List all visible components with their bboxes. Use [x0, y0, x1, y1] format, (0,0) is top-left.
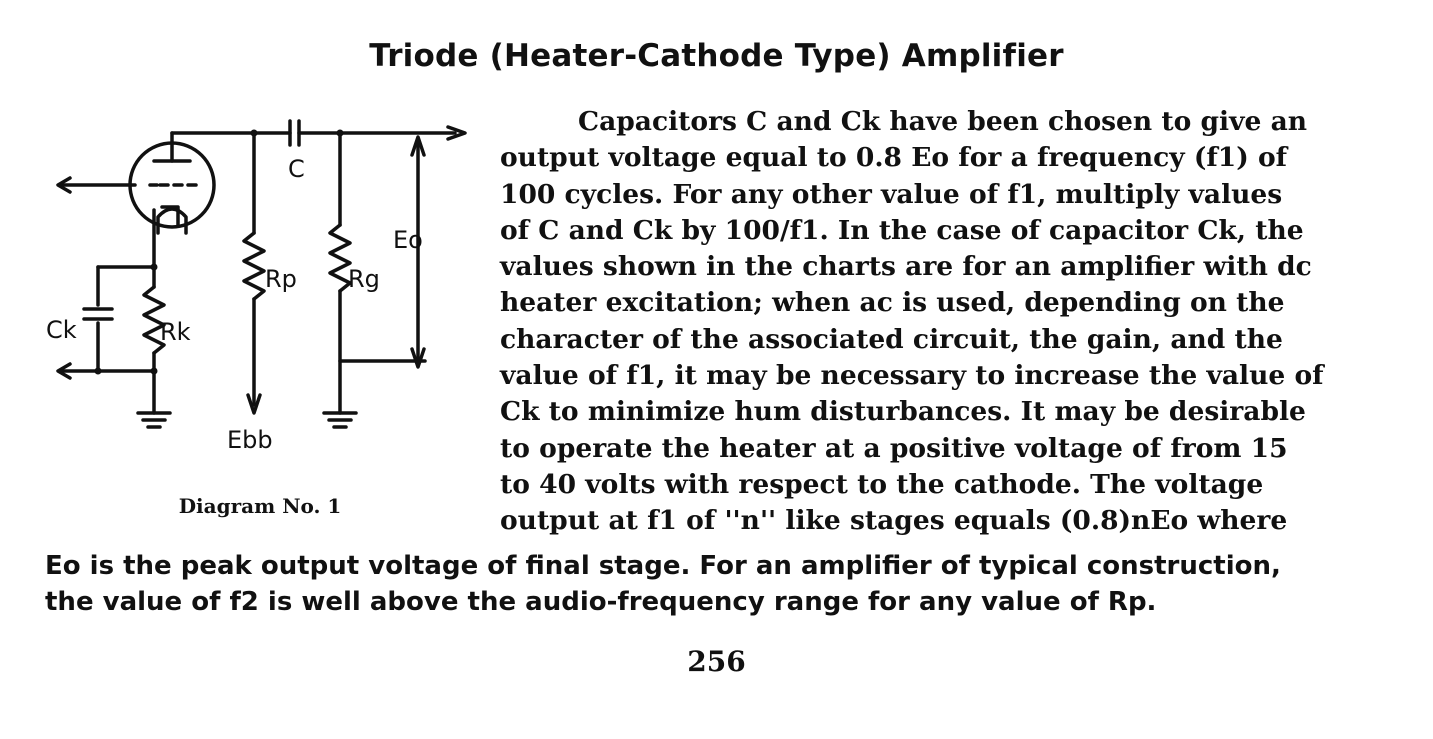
paragraph-1-line: output at f1 of ''n'' like stages equals (0.8)nEo where: [500, 505, 1288, 537]
label-rg: Rg: [348, 265, 380, 293]
paragraph-1-line: to 40 volts with respect to the cathode. The voltage: [500, 468, 1264, 500]
rg-resistor: [330, 225, 350, 291]
paragraph-1-line: of C and Ck by 100/f1. In the case of capacitor Ck, the: [500, 214, 1304, 246]
paragraph-1-line: value of f1, it may be necessary to increase the value of: [500, 360, 1324, 392]
paragraph-1-line: character of the associated circuit, the gain, and the: [500, 323, 1283, 355]
circuit-diagram: [40, 115, 480, 460]
paragraph-2: [45, 548, 1360, 621]
rp-resistor: [244, 233, 264, 299]
label-rk: Rk: [160, 318, 191, 346]
diagram-caption: Diagram No. 1: [178, 494, 342, 518]
paragraph-1-line: to operate the heater at a positive voltage of from 15: [500, 432, 1288, 464]
page-number: 256: [687, 645, 746, 678]
paragraph-2-line: Eo is the peak output voltage of final stage. For an amplifier of typical construction,: [45, 551, 1281, 581]
page-title: Triode (Heater-Cathode Type) Amplifier: [369, 38, 1064, 74]
paragraph-1: [500, 104, 1360, 540]
label-ck: Ck: [46, 316, 77, 344]
label-ebb: Ebb: [227, 426, 273, 454]
paragraph-2-line: the value of f2 is well above the audio-frequency range for any value of Rp.: [45, 587, 1157, 618]
paragraph-1-line: 100 cycles. For any other value of f1, multiply values: [500, 178, 1283, 210]
paragraph-1-line: output voltage equal to 0.8 Eo for a frequency (f1) of: [500, 142, 1288, 174]
label-eo: Eo: [393, 226, 423, 254]
label-c: C: [288, 155, 305, 183]
label-rp: Rp: [265, 265, 297, 293]
paragraph-1-line: heater excitation; when ac is used, depending on the: [500, 287, 1285, 319]
triode-amplifier-schematic: [40, 115, 480, 460]
paragraph-1-line: Ck to minimize hum disturbances. It may be desirable: [500, 396, 1306, 428]
paragraph-1-line: Capacitors C and Ck have been chosen to give an: [578, 106, 1308, 137]
paragraph-1-line: values shown in the charts are for an amplifier with dc: [500, 251, 1312, 283]
